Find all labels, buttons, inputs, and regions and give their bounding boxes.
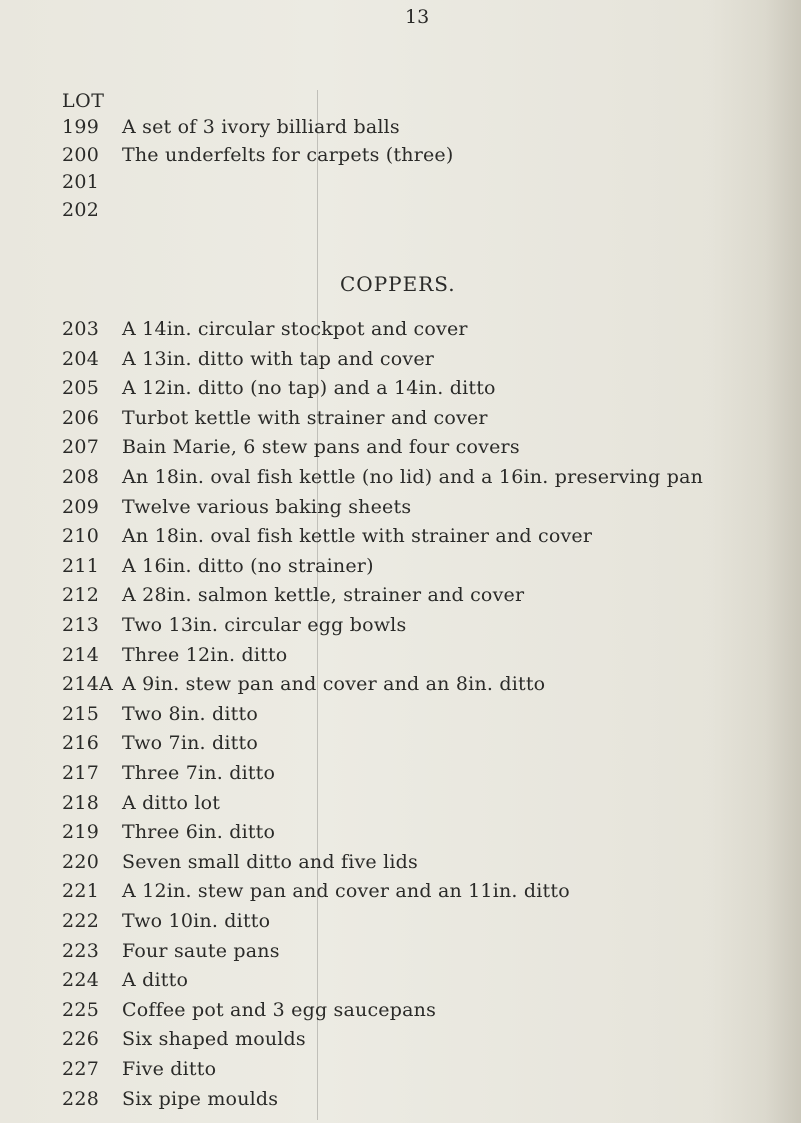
lot-description: A 12in. stew pan and cover and an 11in. ditto bbox=[122, 880, 570, 903]
lot-row bbox=[0, 144, 801, 174]
lot-description: Seven small ditto and five lids bbox=[122, 850, 418, 873]
lot-row bbox=[0, 407, 801, 437]
lot-row bbox=[0, 348, 801, 378]
lot-number: 214A bbox=[62, 673, 114, 696]
lot-description: A 13in. ditto with tap and cover bbox=[122, 347, 435, 370]
lot-number: 225 bbox=[62, 998, 100, 1021]
lot-number: 208 bbox=[62, 466, 100, 488]
lot-number: 227 bbox=[62, 1058, 100, 1080]
section-title: COPPERS. bbox=[340, 272, 456, 296]
lot-row bbox=[0, 999, 801, 1029]
lot-number: 214 bbox=[62, 643, 100, 666]
lot-description: A ditto bbox=[122, 969, 189, 992]
lot-description: Two 13in. circular egg bowls bbox=[122, 614, 407, 636]
lot-row bbox=[0, 762, 801, 792]
lot-row bbox=[0, 584, 801, 614]
lot-row bbox=[0, 673, 801, 703]
lot-row bbox=[0, 377, 801, 407]
lot-description: Turbot kettle with strainer and cover bbox=[122, 406, 488, 429]
lot-number: 224 bbox=[62, 969, 100, 992]
lot-description: Coffee pot and 3 egg saucepans bbox=[122, 998, 437, 1021]
lot-number: 228 bbox=[62, 1087, 100, 1110]
lot-description: Five ditto bbox=[122, 1058, 217, 1080]
lot-description: Two 7in. ditto bbox=[122, 732, 258, 755]
lot-row bbox=[0, 466, 801, 496]
lot-description: A 16in. ditto (no strainer) bbox=[122, 554, 374, 577]
lot-number: 220 bbox=[62, 850, 100, 873]
lot-row bbox=[0, 116, 801, 146]
lot-row bbox=[0, 821, 801, 851]
lot-number: 207 bbox=[62, 436, 100, 459]
lot-column-header: LOT bbox=[62, 90, 105, 112]
lot-number: 206 bbox=[62, 406, 100, 429]
lot-number: 205 bbox=[62, 377, 100, 400]
lot-row bbox=[0, 318, 801, 348]
lot-number: 203 bbox=[62, 318, 100, 340]
lot-number: 202 bbox=[62, 198, 100, 221]
lot-number: 200 bbox=[62, 143, 100, 166]
lot-number: 209 bbox=[62, 495, 100, 518]
lot-description: An 18in. oval fish kettle (no lid) and a 16in. preserving pan bbox=[122, 466, 704, 488]
lot-number: 213 bbox=[62, 614, 100, 636]
lot-number: 221 bbox=[62, 880, 100, 903]
lot-number: 210 bbox=[62, 525, 100, 548]
lot-number: 216 bbox=[62, 732, 100, 755]
lot-row bbox=[0, 644, 801, 674]
lot-number: 201 bbox=[62, 171, 100, 193]
lot-row bbox=[0, 880, 801, 910]
page-number: 13 bbox=[405, 6, 430, 28]
lot-description: A 14in. circular stockpot and cover bbox=[122, 318, 468, 340]
lot-row bbox=[0, 525, 801, 555]
lot-description: A set of 3 ivory billiard balls bbox=[122, 116, 400, 138]
lot-row bbox=[0, 1088, 801, 1118]
lot-description: Two 10in. ditto bbox=[122, 910, 271, 932]
lot-description: A 9in. stew pan and cover and an 8in. ditto bbox=[122, 673, 546, 696]
lot-row bbox=[0, 496, 801, 526]
lot-number: 218 bbox=[62, 791, 100, 814]
lot-description: Four saute pans bbox=[122, 939, 280, 962]
lot-number: 211 bbox=[62, 554, 100, 577]
lot-number: 223 bbox=[62, 939, 100, 962]
lot-description: Three 6in. ditto bbox=[122, 821, 276, 844]
lot-number: 217 bbox=[62, 762, 100, 784]
lot-number: 219 bbox=[62, 821, 100, 844]
lot-number: 226 bbox=[62, 1028, 100, 1051]
lot-description: An 18in. oval fish kettle with strainer and cover bbox=[122, 525, 593, 548]
lot-number: 212 bbox=[62, 584, 100, 607]
lot-description: Twelve various baking sheets bbox=[122, 495, 412, 518]
lot-description: Two 8in. ditto bbox=[122, 702, 258, 725]
lot-number: 199 bbox=[62, 116, 100, 138]
lot-description: The underfelts for carpets (three) bbox=[122, 143, 454, 166]
lot-row bbox=[0, 555, 801, 585]
lot-row bbox=[0, 851, 801, 881]
lot-description: A 12in. ditto (no tap) and a 14in. ditto bbox=[122, 377, 496, 400]
lot-description: Three 12in. ditto bbox=[122, 643, 288, 666]
lot-description: A ditto lot bbox=[122, 791, 221, 814]
lot-row bbox=[0, 940, 801, 970]
lot-row bbox=[0, 792, 801, 822]
lot-row bbox=[0, 436, 801, 466]
lot-description: Bain Marie, 6 stew pans and four covers bbox=[122, 436, 520, 459]
lot-description: Three 7in. ditto bbox=[122, 762, 276, 784]
lot-row bbox=[0, 1058, 801, 1088]
lot-row bbox=[0, 910, 801, 940]
lot-row bbox=[0, 969, 801, 999]
lot-row bbox=[0, 199, 801, 229]
lot-row bbox=[0, 732, 801, 762]
lot-number: 204 bbox=[62, 347, 100, 370]
lot-description: A 28in. salmon kettle, strainer and cover bbox=[122, 584, 525, 607]
lot-row bbox=[0, 1028, 801, 1058]
lot-number: 222 bbox=[62, 910, 100, 932]
lot-row bbox=[0, 614, 801, 644]
lot-description: Six shaped moulds bbox=[122, 1028, 306, 1051]
lot-description: Six pipe moulds bbox=[122, 1087, 279, 1110]
lot-row bbox=[0, 171, 801, 201]
lot-row bbox=[0, 703, 801, 733]
lot-number: 215 bbox=[62, 702, 100, 725]
